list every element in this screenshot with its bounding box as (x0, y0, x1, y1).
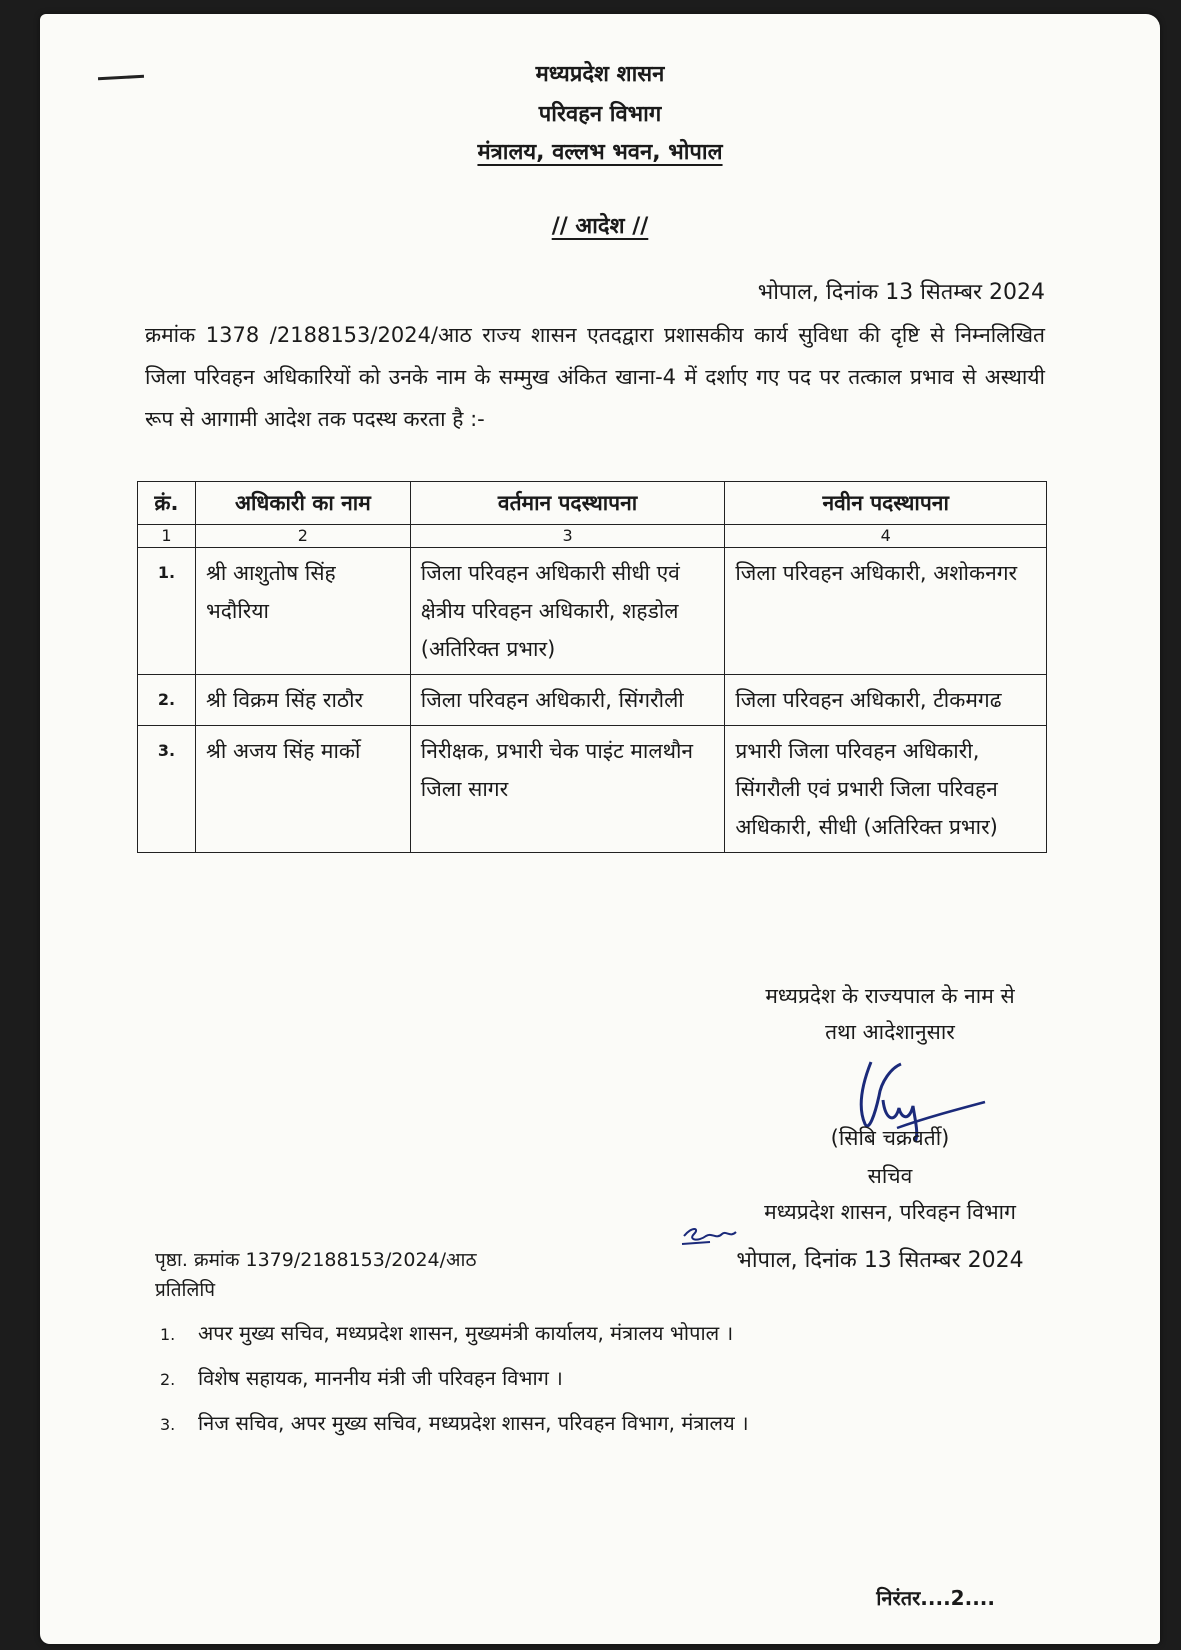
copy-recipient: अपर मुख्य सचिव, मध्यप्रदेश शासन, मुख्यमंत्री कार्यालय, मंत्रालय भोपाल । (198, 1321, 734, 1345)
copy-number: 2. (160, 1370, 176, 1389)
current-posting: जिला परिवहन अधिकारी, सिंगरौली (410, 675, 725, 726)
copy-recipient: निज सचिव, अपर मुख्य सचिव, मध्यप्रदेश शासन, परिवहन विभाग, मंत्रालय । (198, 1411, 749, 1435)
row-serial: 1. (138, 548, 196, 675)
table-row (138, 548, 1047, 675)
signatory-designation: सचिव (867, 1164, 913, 1188)
continuation-note: निरंतर....2.... (876, 1586, 995, 1610)
copy-label: प्रतिलिपि (155, 1279, 216, 1301)
column-number: 4 (725, 525, 1047, 548)
col-header-name: अधिकारी का नाम (195, 482, 410, 525)
transfer-table (137, 481, 1047, 853)
signature-date: भोपाल, दिनांक 13 सितम्बर 2024 (736, 1248, 1024, 1273)
office-address: मंत्रालय, वल्लभ भवन, भोपाल (477, 140, 723, 165)
order-title: // आदेश // (551, 214, 649, 239)
copy-recipient: विशेष सहायक, माननीय मंत्री जी परिवहन विभाग । (198, 1366, 563, 1390)
officer-name: श्री विक्रम सिंह राठौर (195, 675, 410, 726)
current-posting: जिला परिवहन अधिकारी सीधी एवं क्षेत्रीय परिवहन अधिकारी, शहडोल (अतिरिक्त प्रभार) (410, 548, 725, 675)
column-number: 1 (138, 525, 196, 548)
copy-number: 1. (160, 1325, 176, 1344)
document-page (40, 14, 1160, 1644)
list-item (160, 1409, 749, 1436)
table-row (138, 726, 1047, 853)
order-body: क्रमांक 1378 /2188153/2024/आठ राज्य शासन एतदद्वारा प्रशासकीय कार्य सुविधा की दृष्टि से निम्नलिखित जिला परिवहन अधिकारियों को उनके नाम के सम्मुख अंकित खाना-4 में दर्शाए गए पद पर तत्काल प्रभाव से अस्थायी रूप से आगामी आदेश तक पदस्थ करता है :- (145, 323, 1045, 431)
order-date: भोपाल, दिनांक 13 सितम्बर 2024 (757, 280, 1045, 305)
col-header-serial: क्रं. (138, 482, 196, 525)
row-serial: 2. (138, 675, 196, 726)
copy-reference: पृष्ठा. क्रमांक 1379/2188153/2024/आठ (155, 1249, 477, 1271)
current-posting: निरीक्षक, प्रभारी चेक पाइंट मालथौन जिला सागर (410, 726, 725, 853)
signatory-department: मध्यप्रदेश शासन, परिवहन विभाग (764, 1200, 1016, 1224)
col-header-current-posting: वर्तमान पदस्थापना (410, 482, 725, 525)
authority-line-1: मध्यप्रदेश के राज्यपाल के नाम से (765, 984, 1015, 1008)
officer-name: श्री अजय सिंह मार्को (195, 726, 410, 853)
new-posting: जिला परिवहन अधिकारी, अशोकनगर (725, 548, 1047, 675)
table-header-row (138, 482, 1047, 525)
list-item (160, 1319, 733, 1346)
column-number: 2 (195, 525, 410, 548)
new-posting: प्रभारी जिला परिवहन अधिकारी, सिंगरौली एवं प्रभारी जिला परिवहन अधिकारी, सीधी (अतिरिक्त प्रभार) (725, 726, 1047, 853)
list-item (160, 1364, 563, 1391)
signatory-name: (सिबि चक्रवर्ती) (830, 1126, 950, 1150)
govt-heading: मध्यप्रदेश शासन (535, 62, 665, 87)
authority-line-2: तथा आदेशानुसार (825, 1020, 955, 1044)
column-number: 3 (410, 525, 725, 548)
department-heading: परिवहन विभाग (538, 102, 662, 127)
officer-name: श्री आशुतोष सिंह भदौरिया (195, 548, 410, 675)
table-row (138, 675, 1047, 726)
col-header-new-posting: नवीन पदस्थापना (725, 482, 1047, 525)
copy-number: 3. (160, 1415, 176, 1434)
column-number-row (138, 525, 1047, 548)
row-serial: 3. (138, 726, 196, 853)
new-posting: जिला परिवहन अधिकारी, टीकमगढ (725, 675, 1047, 726)
